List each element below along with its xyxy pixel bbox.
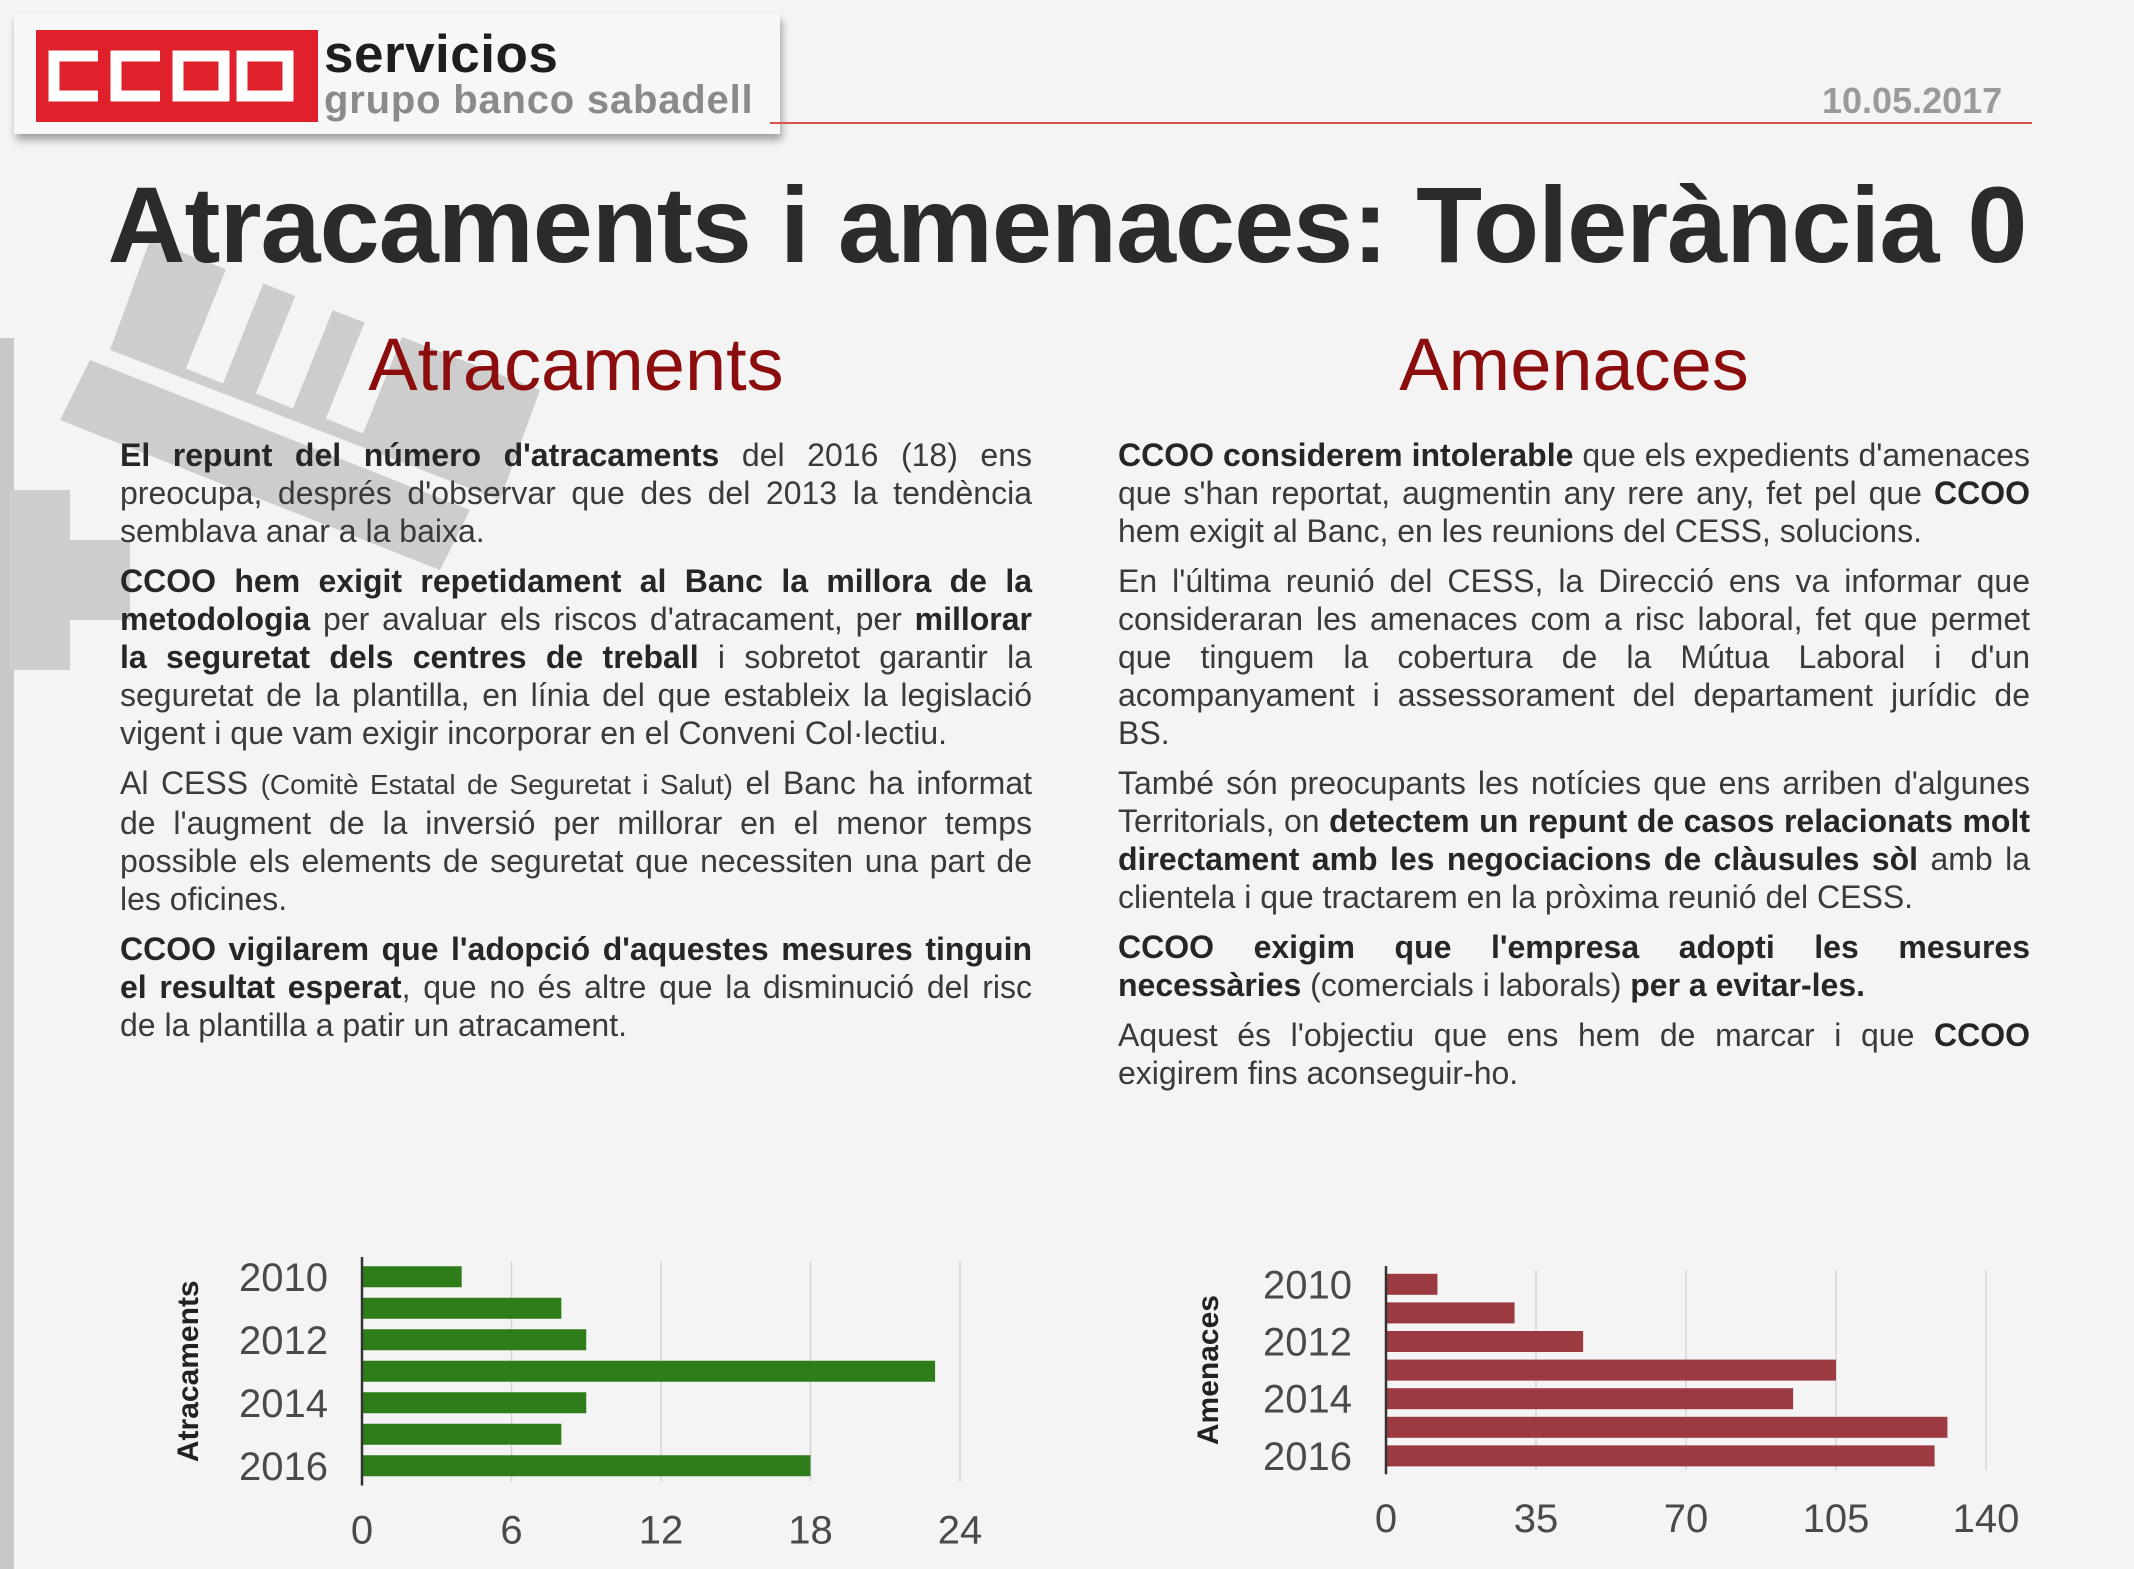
atracaments-paragraph-4: CCOO vigilarem que l'adopció d'aquestes mesures tinguin el resultat esperat, que no és altre que la disminució del risc de la plantilla a patir un atracament.	[120, 931, 1033, 1043]
amenaces-paragraph-1: CCOO considerem intolerable que els expedients d'amenaces que s'han reportat, augmentin any rere any, fet pel que CCOO hem exigit al Banc, en les reunions del CESS, solucions.	[1118, 437, 2031, 549]
ccoo-logo-mark	[36, 30, 318, 122]
ccoo-logo	[36, 30, 318, 122]
atracaments-bar-2012	[362, 1329, 586, 1350]
atracaments-xtick-0: 0	[350, 1508, 374, 1553]
atracaments-xtick-6: 6	[500, 1508, 523, 1553]
atracaments-column	[120, 436, 1032, 1056]
atracaments-ytick-2016: 2016	[239, 1444, 328, 1489]
amenaces-xtick-35: 35	[1513, 1497, 1559, 1542]
amenaces-chart	[1180, 1240, 2040, 1565]
amenaces-column	[1118, 436, 2030, 1104]
amenaces-paragraph-3: També són preocupants les notícies que ens arriben d'algunes Territorials, on detectem un repunt de casos relacionats molt directament amb les negociacions de clàusules sòl amb la clientela i que tractarem en la pròxima reunió del CESS.	[1118, 765, 2031, 915]
atracaments-bar-2010	[362, 1266, 462, 1287]
section-heading-atracaments: Atracaments	[368, 323, 784, 406]
amenaces-paragraph-2: En l'última reunió del CESS, la Direcció ens va informar que consideraran les amenaces com a risc laboral, fet que permet que tinguem la cobertura de la Mútua Laboral i d'un acompanyament i assessorament del departament jurídic de BS.	[1118, 563, 2030, 751]
amenaces-bar-2013	[1386, 1360, 1836, 1381]
atracaments-paragraph-1: El repunt del número d'atracaments del 2016 (18) ens preocupa, després d'observar que des del 2013 la tendència semblava anar a la baixa.	[120, 437, 1033, 549]
atracaments-ylabel: Atracaments	[172, 1280, 205, 1463]
page-title: Atracaments i amenaces: Tolerància 0	[107, 164, 2027, 285]
amenaces-xtick-0: 0	[1374, 1497, 1398, 1542]
amenaces-ytick-2012: 2012	[1263, 1320, 1352, 1365]
amenaces-paragraph-5: Aquest és l'objectiu que ens hem de marcar i que CCOO exigirem fins aconseguir-ho.	[1118, 1017, 2030, 1091]
atracaments-xtick-18: 18	[788, 1508, 833, 1553]
atracaments-ytick-2014: 2014	[239, 1381, 328, 1426]
brand-servicios: servicios	[324, 25, 559, 84]
brand-grupo-banco-sabadell: grupo banco sabadell	[324, 78, 754, 122]
amenaces-bar-2011	[1386, 1302, 1515, 1323]
amenaces-bar-chart	[1180, 1240, 2040, 1560]
atracaments-bar-2013	[362, 1361, 935, 1382]
amenaces-ytick-2014: 2014	[1263, 1377, 1352, 1422]
amenaces-xtick-70: 70	[1663, 1497, 1709, 1542]
amenaces-xtick-105: 105	[1802, 1497, 1870, 1542]
amenaces-ytick-2010: 2010	[1263, 1263, 1352, 1308]
amenaces-paragraph-4: CCOO exigim que l'empresa adopti les mesures necessàries (comercials i laborals) per a evitar-les.	[1118, 929, 2030, 1003]
atracaments-paragraph-2: CCOO hem exigit repetidament al Banc la millora de la metodologia per avaluar els riscos d'atracament, per millorar la seguretat dels centres de treball i sobretot garantir la seguretat de la plantilla, en línia del que estableix la legislació vigent i que vam exigir incorporar en el Conveni Col·lectiu.	[120, 563, 1033, 751]
atracaments-xtick-24: 24	[937, 1508, 983, 1553]
atracaments-ytick-2010: 2010	[239, 1255, 328, 1300]
amenaces-xtick-140: 140	[1952, 1497, 2020, 1542]
atracaments-bar-chart	[160, 1230, 1020, 1560]
amenaces-bar-2014	[1386, 1388, 1793, 1409]
header-brand-card	[14, 14, 780, 134]
atracaments-paragraph-3: Al CESS (Comitè Estatal de Seguretat i Salut) el Banc ha informat de l'augment de la inversió per millorar en el menor temps possible els elements de seguretat que necessiten una part de les oficines.	[120, 765, 1033, 917]
amenaces-ylabel: Amenaces	[1192, 1295, 1225, 1446]
atracaments-bar-2011	[362, 1298, 561, 1319]
atracaments-ytick-2012: 2012	[239, 1318, 328, 1363]
amenaces-bar-2010	[1386, 1274, 1437, 1295]
atracaments-chart	[160, 1230, 1020, 1565]
amenaces-bar-2015	[1386, 1417, 1947, 1438]
atracaments-xtick-12: 12	[638, 1508, 684, 1553]
document-date: 10.05.2017	[1822, 80, 2003, 121]
amenaces-ytick-2016: 2016	[1263, 1434, 1352, 1479]
amenaces-bar-2016	[1386, 1445, 1935, 1466]
atracaments-bar-2016	[362, 1455, 811, 1476]
section-heading-amenaces: Amenaces	[1399, 323, 1749, 406]
atracaments-bar-2015	[362, 1424, 561, 1445]
atracaments-bar-2014	[362, 1392, 586, 1413]
amenaces-bar-2012	[1386, 1331, 1583, 1352]
header-divider	[770, 122, 2032, 124]
